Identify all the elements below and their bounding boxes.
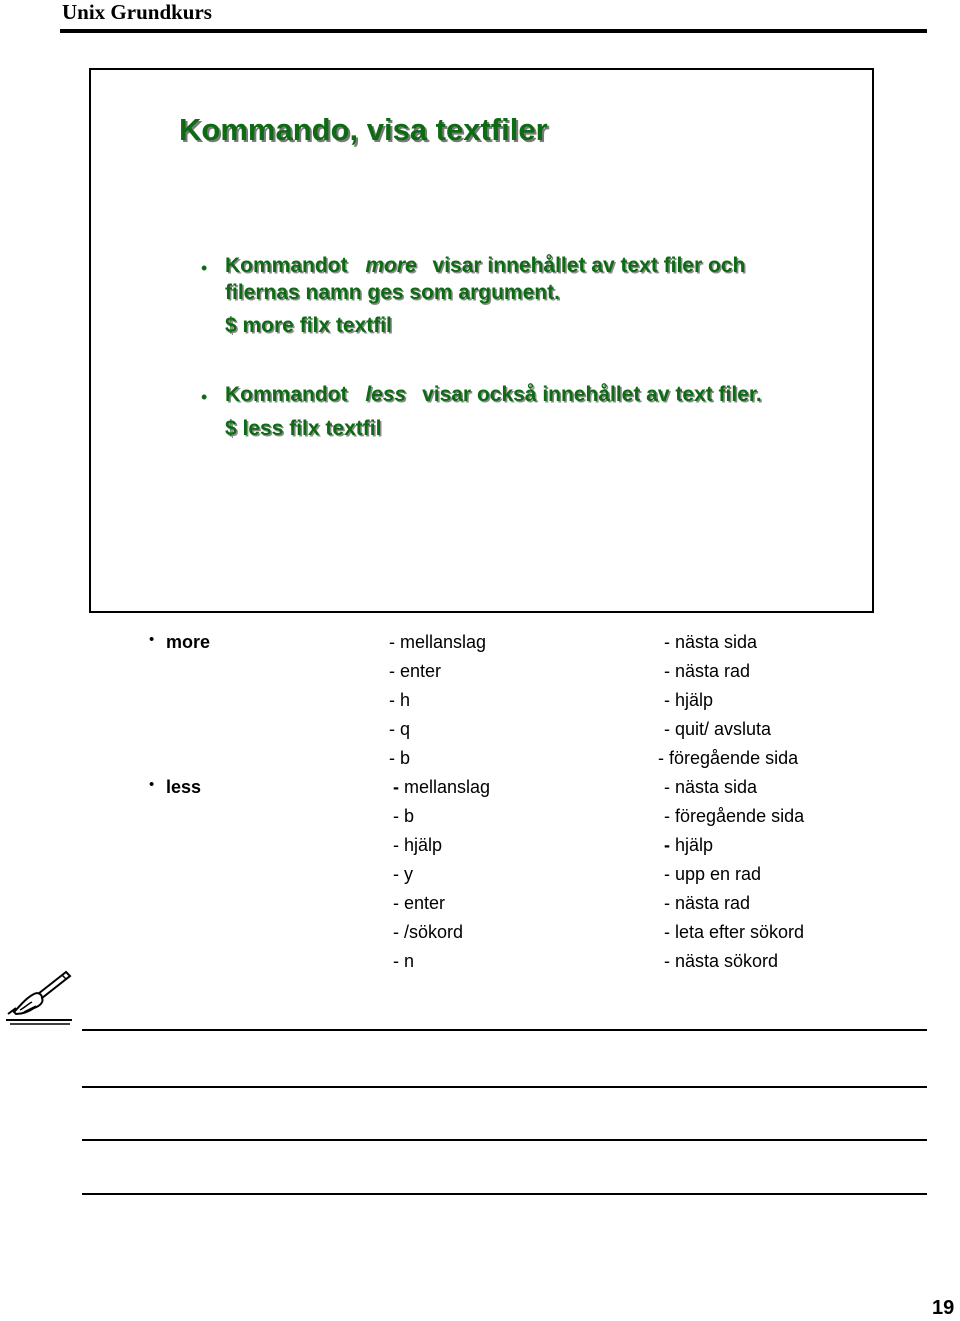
action: - föregående sida (658, 748, 799, 768)
action-dash: - (664, 835, 670, 855)
header-rule (60, 29, 927, 33)
note-line (82, 1139, 927, 1141)
action: - nästa rad (664, 661, 751, 681)
slide-title: Kommando, visa textfiler (179, 112, 548, 147)
bullet-line2: filernas namn ges som argument. (225, 281, 560, 304)
key: - b (389, 748, 411, 768)
bullet-example: $ less filx textfil (225, 417, 382, 440)
action: - hjälp (664, 690, 714, 710)
action-text: hjälp (675, 835, 714, 855)
note-line (82, 1029, 927, 1031)
page-header-title: Unix Grundkurs (62, 0, 212, 24)
key: - b (393, 806, 415, 826)
action: - leta efter sökord (664, 922, 805, 942)
key-text: mellanslag (404, 777, 491, 797)
action: - nästa sökord (664, 951, 779, 971)
bullet-dot: • (201, 258, 208, 278)
key: - h (389, 690, 411, 710)
key: - enter (393, 893, 446, 913)
bullet-example: $ more filx textfil (225, 314, 392, 337)
key: - mellanslag (389, 632, 487, 652)
slide-bullet-more (225, 254, 745, 278)
action: - quit/ avsluta (664, 719, 772, 739)
list-bullet-dot: • (149, 631, 155, 648)
action: - nästa rad (664, 893, 751, 913)
key: - /sökord (393, 922, 464, 942)
key-dash: - (393, 777, 399, 797)
note-line (82, 1193, 927, 1195)
key (393, 777, 490, 798)
list-bullet-dot: • (149, 776, 155, 793)
key: - q (389, 719, 411, 739)
slide-frame (89, 68, 874, 613)
writing-hand-icon (4, 968, 76, 1026)
bullet-dot: • (201, 387, 208, 407)
bullet-prefix: Kommandot (225, 383, 348, 406)
bullet-command: more (365, 254, 417, 277)
key: - hjälp (393, 835, 443, 855)
key: - n (393, 951, 415, 971)
note-line (82, 1086, 927, 1088)
action (664, 835, 713, 856)
command-label-more: more (166, 632, 211, 652)
key: - enter (389, 661, 442, 681)
slide-bullet-less (225, 383, 762, 407)
bullet-command: less (365, 383, 407, 406)
page-number: 19 (932, 1297, 955, 1319)
bullet-suffix: visar innehållet av text filer och (432, 254, 746, 277)
action: - nästa sida (664, 632, 758, 652)
bullet-suffix: visar också innehållet av text filer. (422, 383, 762, 406)
bullet-prefix: Kommandot (225, 254, 348, 277)
command-label-less: less (166, 777, 202, 797)
action: - föregående sida (664, 806, 805, 826)
action: - nästa sida (664, 777, 758, 797)
action: - upp en rad (664, 864, 762, 884)
key: - y (393, 864, 413, 884)
